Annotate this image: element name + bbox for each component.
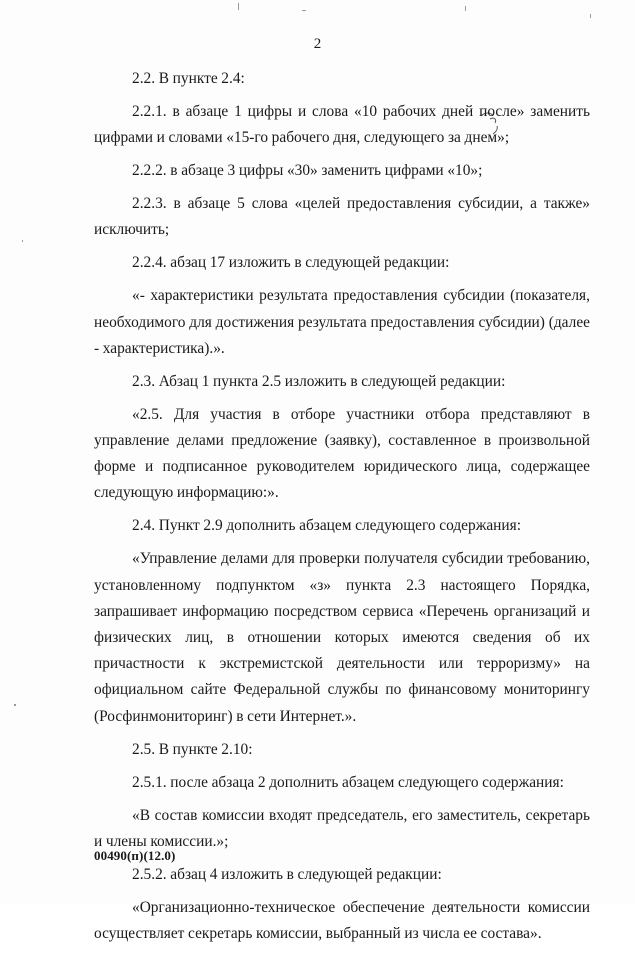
- paragraph-characteristic-quote: «- характеристики результата предоставления субсидии (показателя, необходимого для достижения результата предоставления субсидии) (далее - характеристика).».: [94, 287, 590, 357]
- paragraph-2-5: 2.5. В пункте 2.10:: [132, 740, 253, 758]
- paragraph-2-5-1: 2.5.1. после абзаца 2 дополнить абзацем следующего содержания:: [132, 773, 564, 791]
- page-number: 2: [313, 36, 322, 52]
- paragraph-2-2: 2.2. В пункте 2.4:: [132, 70, 245, 87]
- paragraph-secretary-quote: «Организационно-техническое обеспечение деятельности комиссии осуществляет секретарь комиссии, выбранный из числа ее состава».: [94, 898, 590, 943]
- scan-speck: [238, 3, 239, 10]
- scan-speck: [14, 704, 16, 706]
- document-code: 00490(п)(12.0): [94, 848, 176, 863]
- paragraph-2-2-4: 2.2.4. абзац 17 изложить в следующей редакции:: [132, 254, 450, 272]
- paragraph-2-4: 2.4. Пункт 2.9 дополнить абзацем следующего содержания:: [132, 517, 521, 535]
- paragraph-commission-quote: «В состав комиссии входят председатель, его заместитель, секретарь и члены комиссии.»;: [94, 806, 590, 850]
- scan-speck: [22, 240, 23, 242]
- scan-speck: [302, 10, 306, 11]
- paragraph-2-3: 2.3. Абзац 1 пункта 2.5 изложить в следующей редакции:: [132, 372, 506, 390]
- paragraph-rosfinmonitoring-quote: «Управление делами для проверки получателя субсидии требованию, установленному подпунктом «з» пункта 2.3 настоящего Порядка, запрашивает информацию посредством сервиса «Перечень организаций и физических лиц, в отношении которых имеются сведения об их причастности к экстремистской деятельности или терроризму» на официальном сайте Федеральной службы по финансовому мониторингу (Росфинмониторинг) в сети Интернет.».: [94, 550, 590, 725]
- paragraph-2-5-2: 2.5.2. абзац 4 изложить в следующей редакции:: [132, 865, 442, 883]
- scan-speck: [465, 6, 466, 11]
- document-body: [94, 66, 590, 954]
- paragraph-2-5-quote: «2.5. Для участия в отборе участники отбора представляют в управление делами предложение (заявку), составленное в произвольной форме и подписанное руководителем юридического лица, содержащее следующую информацию:».: [94, 405, 590, 502]
- paragraph-2-2-2: 2.2.2. в абзаце 3 цифры «30» заменить цифрами «10»;: [132, 162, 483, 180]
- scan-speck: [590, 14, 591, 18]
- paragraph-2-2-3: 2.2.3. в абзаце 5 слова «целей предоставления субсидии, а также» исключить;: [94, 195, 590, 239]
- paragraph-2-2-1: 2.2.1. в абзаце 1 цифры и слова «10 рабочих дней после» заменить цифрами и словами «15-го рабочего дня, следующего за днем»;: [94, 103, 590, 147]
